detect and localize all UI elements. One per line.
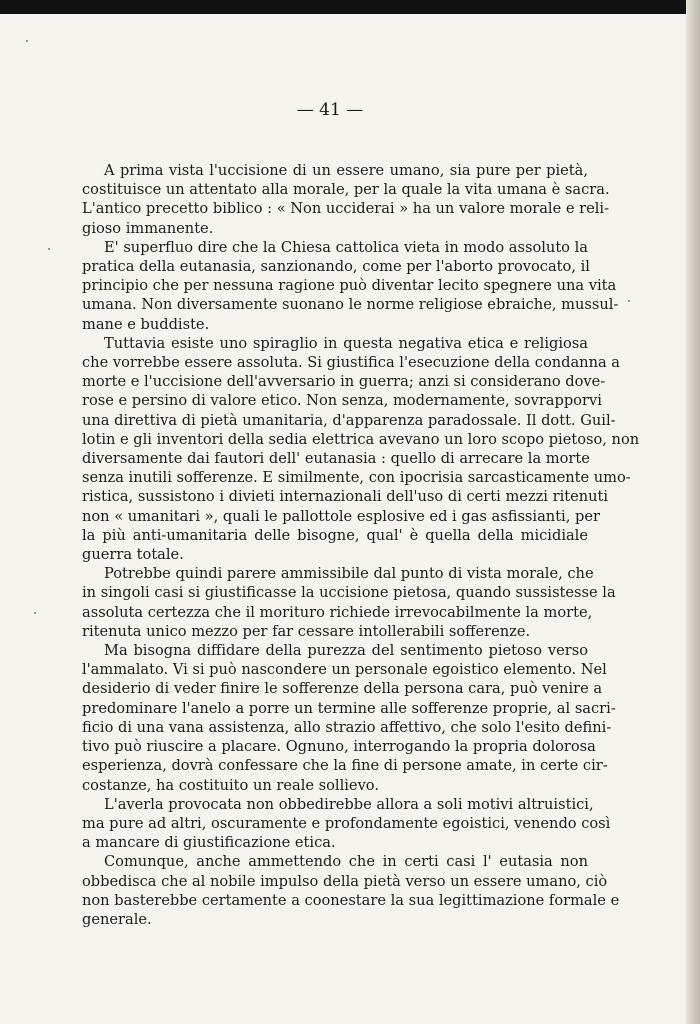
text-line: gioso immanente. <box>82 219 214 237</box>
text-line: principio che per nessuna ragione può diventar lecito spegnere una vita <box>82 277 617 295</box>
text-line: non basterebbe certamente a coonestare la sua legittimazione formale e <box>82 891 620 909</box>
text-line: diversamente dai fautori dell' eutanasia : quello di arrecare la morte <box>82 450 590 468</box>
paragraph <box>82 564 616 641</box>
body-text <box>82 161 640 929</box>
text-line: la più anti-umanitaria delle bisogne, qual' è quella della micidiale <box>82 526 588 544</box>
paragraph <box>82 161 610 238</box>
scan-top-border <box>0 0 700 14</box>
text-line: L'antico precetto biblico : « Non ucciderai » ha un valore morale e reli- <box>82 200 610 218</box>
text-line: costituisce un attentato alla morale, per la quale la vita umana è sacra. <box>82 181 610 199</box>
text-line: costanze, ha costituito un reale sollievo. <box>82 776 379 794</box>
paragraph <box>82 334 640 564</box>
text-line: Potrebbe quindi parere ammissibile dal punto di vista morale, che <box>104 565 594 583</box>
scan-speck <box>34 612 36 614</box>
text-line: L'averla provocata non obbedirebbe allora a soli motivi altruistici, <box>104 795 594 813</box>
text-line: ficio di una vana assistenza, allo strazio affettivo, che solo l'esito defini- <box>82 718 612 736</box>
text-line: mane e buddiste. <box>82 315 210 333</box>
text-line: obbedisca che al nobile impulso della pietà verso un essere umano, ciò <box>82 872 608 890</box>
text-line: tivo può riuscire a placare. Ognuno, interrogando la propria dolorosa <box>82 738 596 756</box>
page-number: — 41 — <box>296 100 364 120</box>
text-line: senza inutili sofferenze. E similmente, con ipocrisia sarcasticamente umo- <box>82 469 631 487</box>
scan-speck <box>26 40 28 42</box>
text-line: guerra totale. <box>82 546 184 564</box>
text-line: rose e persino di valore etico. Non senza, modernamente, sovrapporvi <box>82 392 602 410</box>
scan-speck <box>48 248 50 250</box>
text-line: desiderio di veder finire le sofferenze della persona cara, può venire a <box>82 680 603 698</box>
text-line: ritenuta unico mezzo per far cessare intollerabili sofferenze. <box>82 622 531 640</box>
page-right-edge <box>686 0 700 1024</box>
text-line: che vorrebbe essere assoluta. Si giustifica l'esecuzione della condanna a <box>82 354 621 372</box>
text-line: generale. <box>82 910 152 928</box>
scan-speck <box>628 300 630 302</box>
paragraph <box>82 641 616 795</box>
text-line: esperienza, dovrà confessare che la fine di persone amate, in certe cir- <box>82 757 608 775</box>
text-line: A prima vista l'uccisione di un essere umano, sia pure per pietà, <box>104 162 588 179</box>
text-line: non « umanitari », quali le pallottole esplosive ed i gas asfissianti, per <box>82 507 600 525</box>
text-line: l'ammalato. Vi si può nascondere un personale egoistico elemento. Nel <box>82 661 607 679</box>
text-line: E' superfluo dire che la Chiesa cattolica vieta in modo assoluto la <box>104 238 588 256</box>
text-line: morte e l'uccisione dell'avversario in guerra; anzi si considerano dove- <box>82 373 606 391</box>
text-line: Ma bisogna diffidare della purezza del sentimento pietoso verso <box>104 642 588 660</box>
paragraph <box>82 238 619 334</box>
text-line: ma pure ad altri, oscuramente e profondamente egoistici, venendo così <box>82 814 611 832</box>
text-line: a mancare di giustificazione etica. <box>82 834 336 852</box>
text-line: Tuttavia esiste uno spiraglio in questa negativa etica e religiosa <box>104 334 588 352</box>
text-line: in singoli casi si giustificasse la uccisione pietosa, quando sussistesse la <box>82 584 616 602</box>
text-line: una direttiva di pietà umanitaria, d'apparenza paradossale. Il dott. Guil- <box>82 411 616 429</box>
text-line: Comunque, anche ammettendo che in certi casi l' eutasia non <box>104 853 588 871</box>
text-line: lotin e gli inventori della sedia elettrica avevano un loro scopo pietoso, non <box>82 430 640 448</box>
text-line: ristica, sussistono i divieti internazionali dell'uso di certi mezzi ritenuti <box>82 488 609 506</box>
text-line: umana. Non diversamente suonano le norme religiose ebraiche, mussul- <box>82 296 619 314</box>
text-line: assoluta certezza che il morituro richiede irrevocabilmente la morte, <box>82 603 593 621</box>
paragraph <box>82 795 611 853</box>
text-line: predominare l'anelo a porre un termine alle sofferenze proprie, al sacri- <box>82 699 616 717</box>
paragraph <box>82 852 620 929</box>
text-line: pratica della eutanasia, sanzionando, come per l'aborto provocato, il <box>82 258 590 276</box>
